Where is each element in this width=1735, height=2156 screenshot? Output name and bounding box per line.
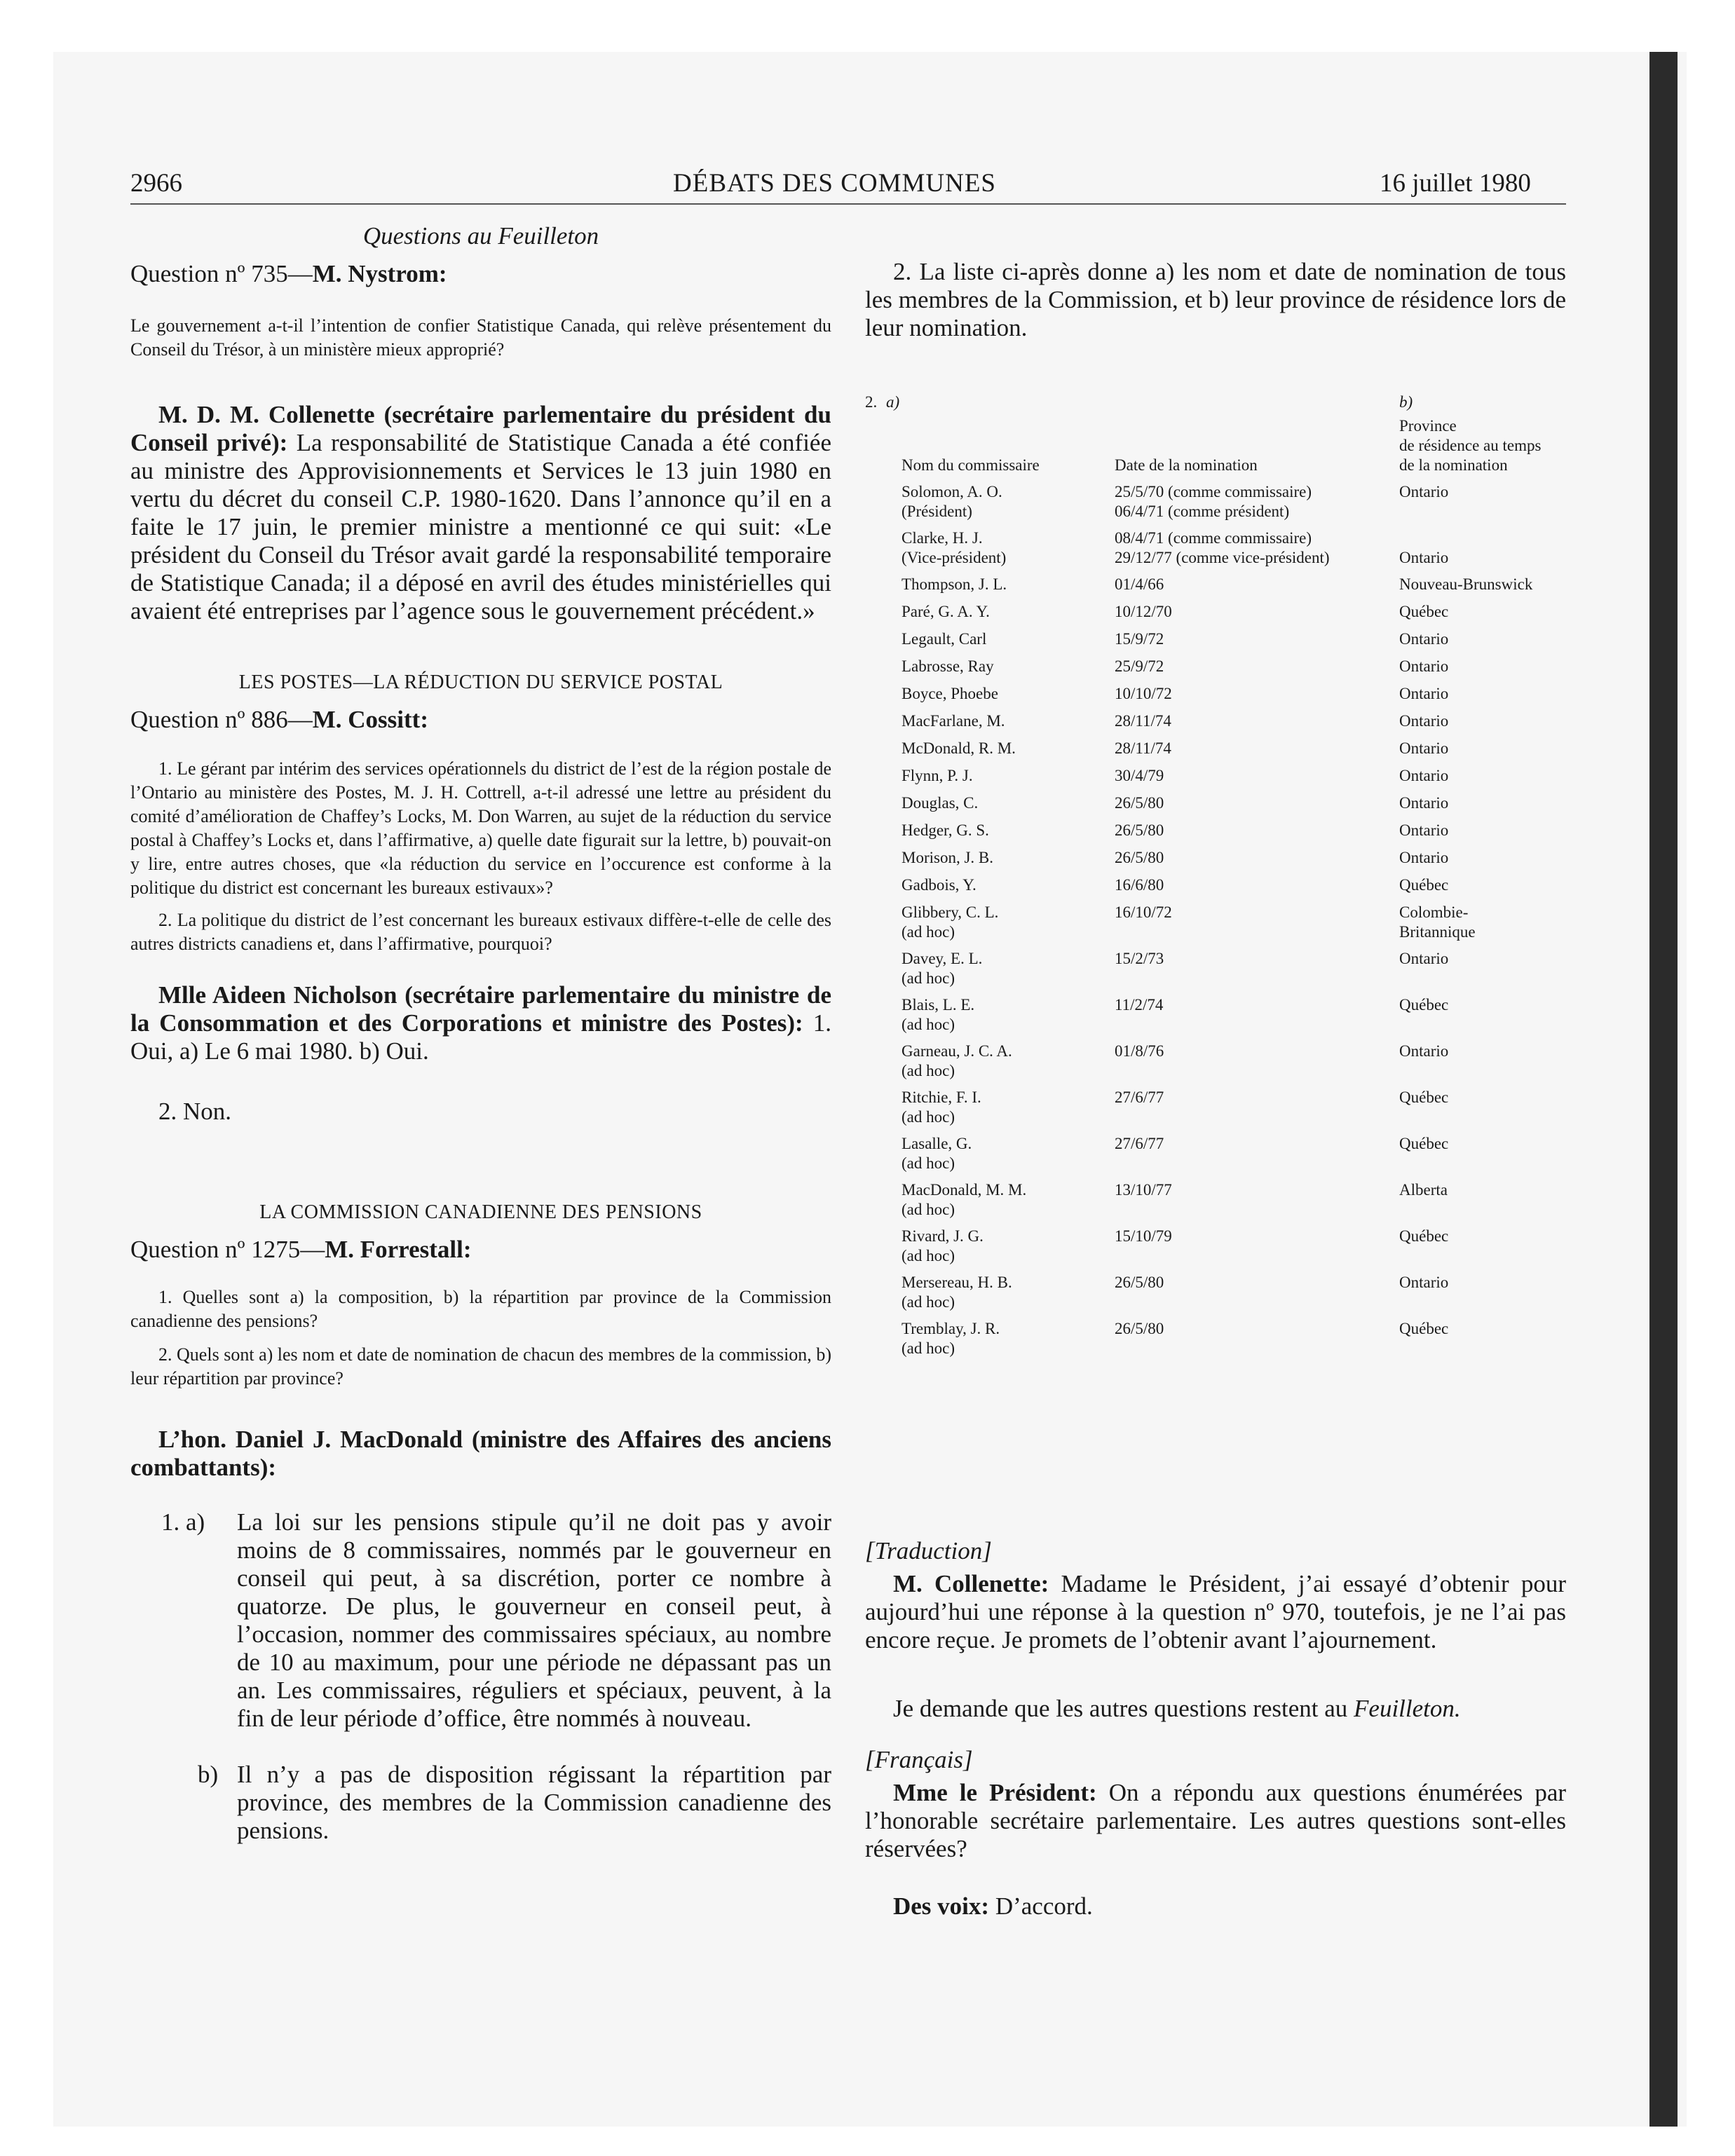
commissioner-name-note: (ad hoc)	[901, 969, 955, 987]
province: Québec	[1399, 1089, 1449, 1106]
commissioner-name: Mersereau, H. B.	[901, 1274, 1012, 1291]
question-label: Question nº 886—	[130, 706, 313, 733]
question-label: Question nº 735—	[130, 260, 313, 287]
voices-statement	[865, 1892, 1566, 1920]
nomination-date: 10/12/70	[1115, 603, 1172, 620]
question-886-part2: 2. La politique du district de l’est concernant les bureaux estivaux diffère-t-elle de celle des autres districts canadiens et, dans l’affirmative, pourquoi?	[130, 910, 831, 954]
question-1275-heading	[130, 1234, 831, 1266]
table-label-a: a)	[886, 393, 900, 411]
right-column-lower	[865, 1535, 1566, 1920]
nomination-date: 16/6/80	[1115, 876, 1164, 894]
president-statement	[865, 1779, 1566, 1863]
left-column	[130, 217, 831, 1845]
col-header-province: de la nomination	[1399, 456, 1508, 474]
commissioner-name-note: (ad hoc)	[901, 1201, 955, 1218]
commissioner-name: Hedger, G. S.	[901, 821, 989, 839]
collenette-statement	[865, 1570, 1566, 1654]
commissioner-name-note: (ad hoc)	[901, 1062, 955, 1079]
question-735-heading	[130, 258, 831, 290]
table-label-2: 2.	[865, 393, 878, 411]
col-header-date: Date de la nomination	[1115, 456, 1258, 474]
commissioner-name: Paré, G. A. Y.	[901, 603, 990, 620]
nomination-date: 16/10/72	[1115, 903, 1172, 921]
nomination-date: 01/8/76	[1115, 1042, 1164, 1060]
table-label-b: b)	[1399, 393, 1413, 411]
nomination-date-note: 06/4/71 (comme président)	[1115, 503, 1290, 520]
col-header-name: Nom du commissaire	[901, 456, 1040, 474]
commissioner-name: Blais, L. E.	[901, 996, 975, 1014]
binding-edge	[1649, 52, 1678, 2127]
question-member: M. Forrestall:	[325, 1236, 472, 1263]
commissioner-name-note: (ad hoc)	[901, 1293, 955, 1311]
nomination-date: 30/4/79	[1115, 767, 1164, 784]
journal-title: DÉBATS DES COMMUNES	[673, 169, 997, 198]
commissioner-name: Rivard, J. G.	[901, 1227, 984, 1245]
commissioner-name: Boyce, Phoebe	[901, 685, 998, 702]
question-member: M. Cossitt:	[312, 706, 428, 733]
nomination-date: 28/11/74	[1115, 739, 1171, 757]
commissioner-name: McDonald, R. M.	[901, 739, 1016, 757]
col-header-province: Province	[1399, 417, 1457, 435]
province: Québec	[1399, 1135, 1449, 1152]
nomination-date: 26/5/80	[1115, 1274, 1164, 1291]
province: Colombie-	[1399, 903, 1469, 921]
commissioner-name: MacFarlane, M.	[901, 712, 1005, 730]
item-text: Il n’y a pas de disposition régissant la répartition par province, des membres de la Commission canadienne des pensions.	[237, 1761, 831, 1844]
question-1275-part2: 2. Quels sont a) les nom et date de nomination de chacun des membres de la commission, b) leur répartition par province?	[130, 1344, 831, 1389]
commissioner-name: Solomon, A. O.	[901, 483, 1002, 500]
answer-text: La responsabilité de Statistique Canada a été confiée au ministre des Approvisionnements et Services le 13 juin 1980 en vertu du décret du conseil C.P. 1980-1620. Dans l’annonce qu’il en a faite le 17 juin, le premier ministre a mentionné ce qui suit: «Le président du Conseil du Trésor avait gardé la responsabilité temporaire de Statistique Canada; il a déposé en avril des études ministérielles qui avaient été entreprises par l’agence sous le gouvernement précédent.»	[130, 429, 831, 625]
province: Ontario	[1399, 1274, 1449, 1291]
province: Ontario	[1399, 1042, 1449, 1060]
remaining-questions	[865, 1695, 1566, 1723]
answer-1275-speaker	[130, 1426, 831, 1482]
item-text: La loi sur les pensions stipule qu’il ne doit pas y avoir moins de 8 commissaires, nommés par le gouverneur en conseil qui peut, à sa discrétion, porter ce nombre à quatorze. De plus, le gouverneur en conseil peut, à l’occasion, nommer des commissaires spéciaux, au nombre de 10 au maximum, pour une période ne dépassant pas un an. Les commissaires, réguliers et spéciaux, peuvent, à la fin de leur période d’office, être nommés à nouveau.	[237, 1508, 831, 1732]
statement-text: Je demande que les autres questions restent au	[893, 1695, 1348, 1722]
commissioner-name: Clarke, H. J.	[901, 529, 983, 547]
province-note: Ontario	[1399, 549, 1449, 566]
nomination-date: 01/4/66	[1115, 575, 1164, 593]
commissioner-name: Gadbois, Y.	[901, 876, 977, 894]
speaker: Des voix:	[893, 1892, 990, 1920]
nomination-date: 11/2/74	[1115, 996, 1164, 1014]
nomination-date: 25/9/72	[1115, 657, 1164, 675]
province: Ontario	[1399, 767, 1449, 784]
province: Ontario	[1399, 685, 1449, 702]
nomination-date: 15/2/73	[1115, 950, 1164, 967]
item-label: b)	[198, 1761, 219, 1788]
province: Québec	[1399, 996, 1449, 1014]
issue-date: 16 juillet 1980	[1380, 169, 1531, 198]
italic-word: Feuilleton.	[1354, 1695, 1461, 1722]
province: Ontario	[1399, 849, 1449, 866]
statement-text: D’accord.	[995, 1892, 1093, 1920]
nomination-date: 13/10/77	[1115, 1181, 1172, 1199]
col-header-province: de résidence au temps	[1399, 437, 1542, 454]
answer-735	[130, 401, 831, 625]
answer-886-part2: 2. Non.	[158, 1098, 232, 1125]
statement-text: Madame le Président, j’ai essayé d’obtenir pour aujourd’hui une réponse à la question nº 970, toutefois, je ne l’ai pas encore reçue. Je promets de l’obtenir avant l’ajournement.	[865, 1570, 1567, 1653]
section-heading-feuilleton: Questions au Feuilleton	[362, 222, 599, 250]
commissioner-name: Legault, Carl	[901, 630, 987, 648]
nomination-date: 15/10/79	[1115, 1227, 1172, 1245]
province: Québec	[1399, 1227, 1449, 1245]
speaker: M. D. M. Collenette (secrétaire parlementaire du président du Conseil privé):	[130, 401, 831, 456]
answer-text: 1. Oui, a) Le 6 mai 1980. b) Oui.	[130, 1009, 831, 1065]
province: Québec	[1399, 603, 1449, 620]
question-735-text: Le gouvernement a-t-il l’intention de confier Statistique Canada, qui relève présentement du Conseil du Trésor, à un ministère mieux approprié?	[130, 315, 831, 360]
province: Ontario	[1399, 794, 1449, 812]
commissioner-name: Labrosse, Ray	[901, 657, 994, 675]
speaker: L’hon. Daniel J. MacDonald (ministre des Affaires des anciens combattants):	[130, 1426, 831, 1481]
commissioner-name-note: (ad hoc)	[901, 923, 955, 941]
commissioner-name-note: (Président)	[901, 503, 972, 520]
province: Ontario	[1399, 657, 1449, 675]
answer-1275-item-1a	[130, 1508, 831, 1733]
commissioners-table	[865, 393, 1566, 1374]
province: Ontario	[1399, 712, 1449, 730]
province: Ontario	[1399, 821, 1449, 839]
question-label: Question nº 1275—	[130, 1236, 325, 1263]
commissioner-name: Glibbery, C. L.	[901, 903, 999, 921]
nomination-date: 26/5/80	[1115, 849, 1164, 866]
nomination-date: 27/6/77	[1115, 1089, 1164, 1106]
item-label: 1. a)	[161, 1508, 205, 1536]
section-heading-pensions: LA COMMISSION CANADIENNE DES PENSIONS	[259, 1201, 702, 1223]
commissioner-name-note: (ad hoc)	[901, 1154, 955, 1172]
province: Ontario	[1399, 483, 1449, 500]
commissioner-name: Tremblay, J. R.	[901, 1320, 1000, 1337]
nomination-date: 26/5/80	[1115, 1320, 1164, 1337]
province: Alberta	[1399, 1181, 1448, 1199]
commissioner-name: Douglas, C.	[901, 794, 979, 812]
right-column-intro	[865, 258, 1566, 342]
nomination-date: 10/10/72	[1115, 685, 1172, 702]
commissioner-name-note: (ad hoc)	[901, 1339, 955, 1357]
commissioner-name: Morison, J. B.	[901, 849, 993, 866]
commissioner-name-note: (ad hoc)	[901, 1108, 955, 1126]
commissioner-name: Thompson, J. L.	[901, 575, 1007, 593]
speaker: M. Collenette:	[893, 1570, 1049, 1597]
province: Ontario	[1399, 630, 1449, 648]
nomination-date: 15/9/72	[1115, 630, 1164, 648]
section-heading-postes: LES POSTES—LA RÉDUCTION DU SERVICE POSTAL	[238, 671, 723, 693]
answer-1275-item-1b	[130, 1761, 831, 1845]
header-rule	[130, 203, 1566, 205]
nomination-date-note: 29/12/77 (comme vice-président)	[1115, 549, 1330, 566]
nomination-date: 25/5/70 (comme commissaire)	[1115, 483, 1312, 500]
question-1275-part1: 1. Quelles sont a) la composition, b) la répartition par province de la Commission canadienne des pensions?	[130, 1287, 831, 1331]
nomination-date: 08/4/71 (comme commissaire)	[1115, 529, 1312, 547]
table-intro: 2. La liste ci-après donne a) les nom et date de nomination de tous les membres de la Commission, et b) leur province de résidence lors de leur nomination.	[865, 258, 1566, 341]
nomination-date: 28/11/74	[1115, 712, 1171, 730]
province: Ontario	[1399, 950, 1449, 967]
commissioner-name: MacDonald, M. M.	[901, 1181, 1027, 1199]
commissioner-name: Garneau, J. C. A.	[901, 1042, 1012, 1060]
speaker: Mme le Président:	[893, 1779, 1097, 1806]
province-note: Britannique	[1399, 923, 1476, 941]
province: Nouveau-Brunswick	[1399, 575, 1533, 593]
answer-886	[130, 981, 831, 1065]
commissioner-name-note: (ad hoc)	[901, 1016, 955, 1033]
page-number: 2966	[130, 169, 182, 198]
statement-text: On a répondu aux questions énumérées par l’honorable secrétaire parlementaire. Les autres questions sont-elles réservées?	[865, 1779, 1567, 1862]
commissioner-name: Lasalle, G.	[901, 1135, 972, 1152]
commissioner-name: Davey, E. L.	[901, 950, 983, 967]
commissioner-name: Flynn, P. J.	[901, 767, 973, 784]
province: Québec	[1399, 1320, 1449, 1337]
commissioner-name-note: (ad hoc)	[901, 1247, 955, 1264]
commissioner-name-note: (Vice-président)	[901, 549, 1007, 566]
question-member: M. Nystrom:	[312, 260, 447, 287]
nomination-date: 26/5/80	[1115, 821, 1164, 839]
commissioner-name: Ritchie, F. I.	[901, 1089, 981, 1106]
speaker: Mlle Aideen Nicholson (secrétaire parlementaire du ministre de la Consommation et des Corporations et ministre des Postes):	[130, 981, 831, 1037]
question-886-part1: 1. Le gérant par intérim des services opérationnels du district de l’est de la région postale de l’Ontario au ministère des Postes, M. J. H. Cottrell, a-t-il adressé une lettre au président du comité d’amélioration de Chaffey’s Locks, M. Don Warren, au sujet de la réduction du service postal à Chaffey’s Locks et, dans l’affirmative, a) quelle date figurait sur la lettre, b) pouvait-on y lire, entre autres choses, que «la réduction du service en l’occurence est conforme à la politique du district est concernant les bureaux estivaux»?	[130, 758, 831, 898]
nomination-date: 27/6/77	[1115, 1135, 1164, 1152]
province: Ontario	[1399, 739, 1449, 757]
nomination-date: 26/5/80	[1115, 794, 1164, 812]
question-886-heading	[130, 704, 831, 736]
province: Québec	[1399, 876, 1449, 894]
translation-note: [Traduction]	[865, 1537, 992, 1564]
language-note: [Français]	[865, 1746, 973, 1773]
